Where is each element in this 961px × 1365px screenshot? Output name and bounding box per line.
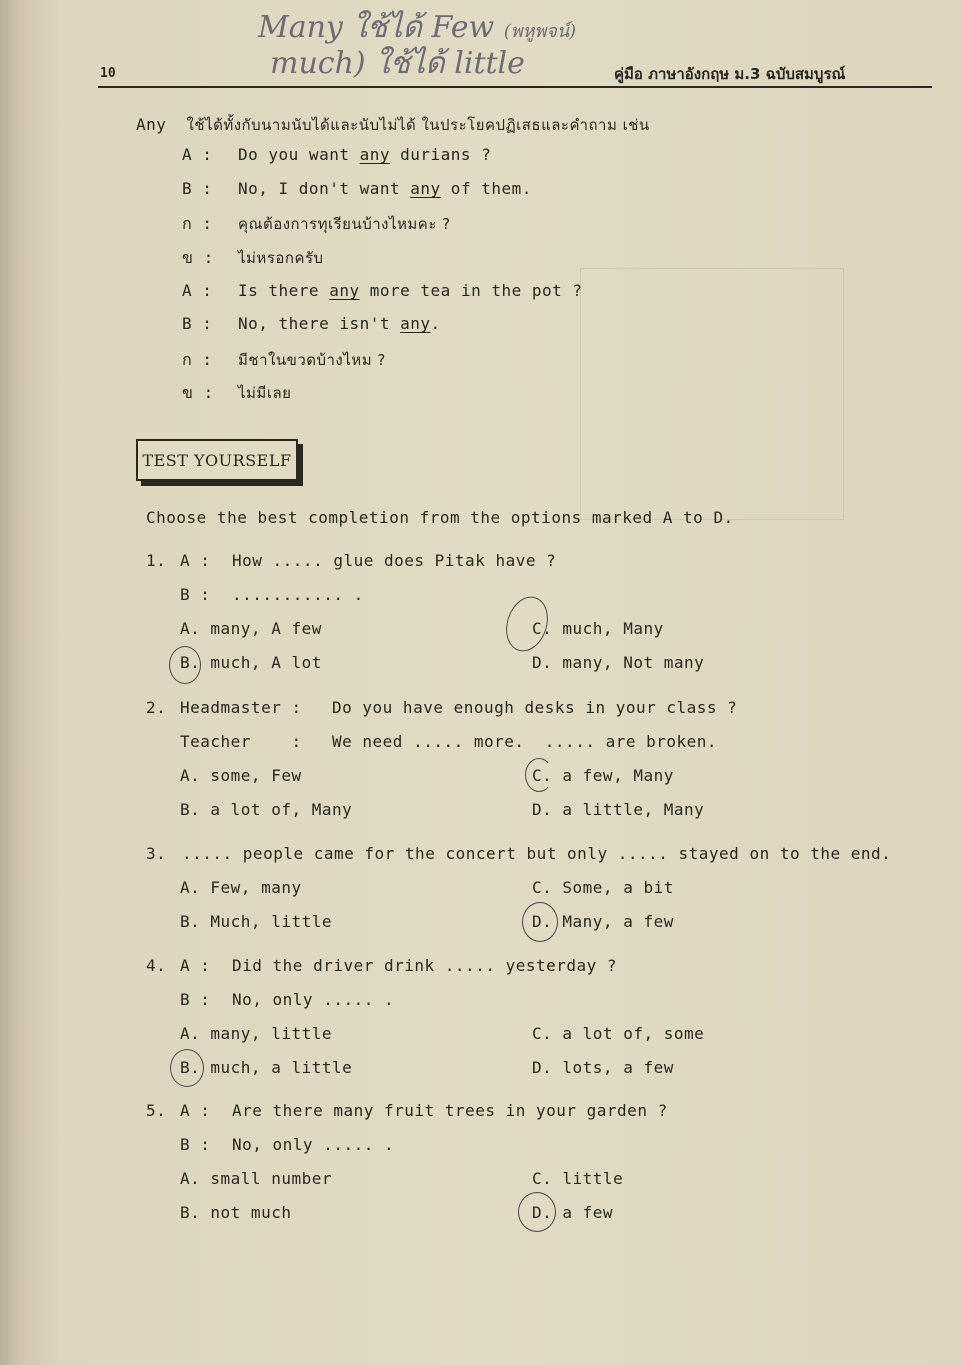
test-yourself-heading: TEST YOURSELF [136,439,298,481]
question-number: 5. [146,1101,167,1120]
dialogue-speaker: B : [182,179,213,198]
keyword-any: any [410,179,441,198]
option-b: B. much, a little [180,1058,353,1077]
option-d: D. Many, a few [532,912,674,931]
dialogue-text-end: more tea in the pot ? [359,281,583,300]
handwritten-note-line2: much) ใช้ได้ little [270,46,525,81]
keyword-any: any [329,281,360,300]
option-a: A. many, little [180,1024,332,1043]
option-a: A. some, Few [180,766,302,785]
dialogue-speaker: B : [182,314,213,333]
dialogue-line [182,246,324,271]
dialogue-line [182,348,386,373]
answer-mark-q1-b [169,646,201,684]
question-text: ..... people came for the concert but only ..... stayed on to the end. [182,844,892,863]
option-b: B. much, A lot [180,653,322,672]
book-spine-edge [0,0,22,1365]
question-speaker: A : [180,956,211,975]
answer-mark-q3-d [522,902,558,942]
dialogue-text: Do you want [238,145,360,164]
test-instruction: Choose the best completion from the options marked A to D. [146,508,734,527]
any-intro: Any ใช้ได้ทั้งกับนามนับได้และนับไม่ได้ ในประโยคปฏิเสธและคำถาม เช่น [136,115,650,134]
dialogue-text: คุณต้องการทุเรียนบ้างไหมคะ ? [238,215,451,233]
dialogue-speaker: ก : [182,214,213,233]
question-text: No, only ..... . [232,1135,395,1154]
dialogue-text: ไม่มีเลย [238,384,292,402]
dialogue-speaker: A : [182,145,213,164]
header-rule [98,86,932,88]
question-speaker: A : [180,551,211,570]
dialogue-text: ไม่หรอกครับ [238,249,324,267]
dialogue-text: มีชาในขวดบ้างไหม ? [238,351,386,369]
dialogue-text: Is there [238,281,330,300]
question-text: We need ..... more. ..... are broken. [332,732,718,751]
question-speaker: B : [180,1135,211,1154]
dialogue-speaker: A : [182,281,213,300]
option-b: B. Much, little [180,912,332,931]
question-number: 2. [146,698,167,717]
option-c: C. a few, Many [532,766,674,785]
option-a: A. small number [180,1169,332,1188]
option-d: D. a few [532,1203,614,1222]
dialogue-speaker: ข : [182,248,214,267]
book-page [22,0,961,1365]
option-c: C. a lot of, some [532,1024,705,1043]
question-speaker: Headmaster : [180,698,302,717]
question-number: 4. [146,956,167,975]
dialogue-line [182,212,451,237]
option-c: C. much, Many [532,619,664,638]
dialogue-text: No, there isn't [238,314,401,333]
question-speaker: Teacher : [180,732,302,751]
question-text: No, only ..... . [232,990,395,1009]
show-through-shape [580,268,844,520]
dialogue-speaker: ก : [182,350,213,369]
question-number: 3. [146,844,167,863]
question-speaker: B : [180,585,211,604]
dialogue-line [182,145,491,164]
handwritten-note-line1: Many ใช้ได้ Few (พหูพจน์) [258,10,577,45]
question-speaker: A : [180,1101,211,1120]
dialogue-line [182,179,532,198]
option-a: A. many, A few [180,619,322,638]
option-b: B. a lot of, Many [180,800,353,819]
dialogue-line [182,381,291,406]
option-c: C. little [532,1169,624,1188]
option-c: C. Some, a bit [532,878,674,897]
dialogue-speaker: ข : [182,383,214,402]
dialogue-text-end: durians ? [390,145,492,164]
book-title: คู่มือ ภาษาอังกฤษ ม.3 ฉบับสมบูรณ์ [614,65,846,83]
option-b: B. not much [180,1203,292,1222]
option-d: D. a little, Many [532,800,705,819]
option-a: A. Few, many [180,878,302,897]
keyword-any: any [400,314,431,333]
question-text: Do you have enough desks in your class ? [332,698,738,717]
question-text: Did the driver drink ..... yesterday ? [232,956,618,975]
answer-mark-q5-d [518,1192,556,1232]
dialogue-line [182,314,441,333]
answer-mark-q4-b [170,1049,204,1087]
dialogue-text: No, I don't want [238,179,411,198]
question-text: ........... . [232,585,364,604]
question-text: How ..... glue does Pitak have ? [232,551,557,570]
dialogue-line [182,281,583,300]
page-number: 10 [100,66,116,81]
option-d: D. lots, a few [532,1058,674,1077]
keyword-any: any [359,145,390,164]
question-speaker: B : [180,990,211,1009]
option-d: D. many, Not many [532,653,705,672]
answer-mark-q2-c [525,758,553,792]
dialogue-text-end: of them. [440,179,532,198]
question-text: Are there many fruit trees in your garden ? [232,1101,668,1120]
dialogue-text-end: . [430,314,441,333]
question-number: 1. [146,551,167,570]
